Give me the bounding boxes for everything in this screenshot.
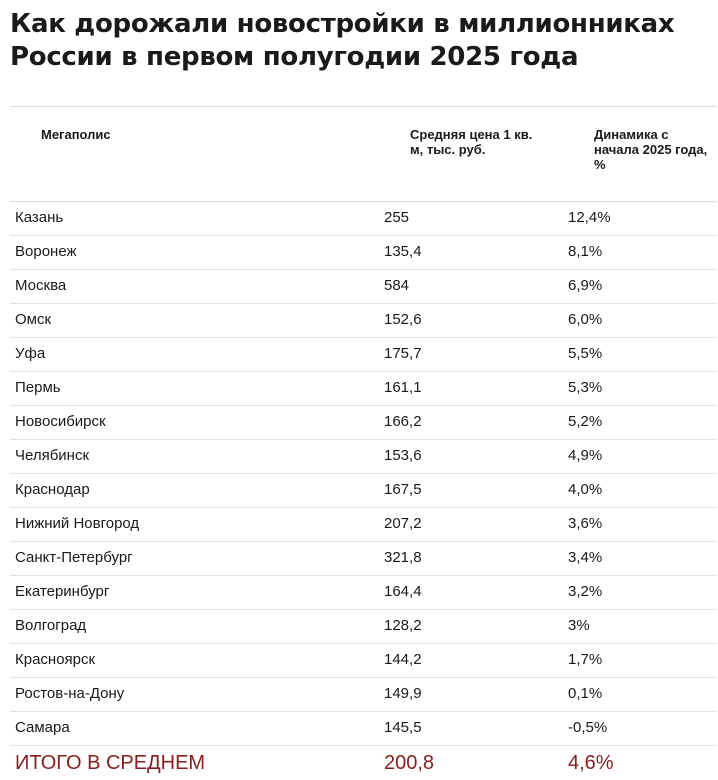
cell-city: Самара [15, 719, 70, 736]
cell-city: Краснодар [15, 481, 90, 498]
cell-price: 584 [384, 277, 410, 294]
total-price: 200,8 [384, 752, 435, 774]
cell-dynamics: 5,2% [568, 413, 603, 430]
column-header-city: Мегаполис [41, 127, 111, 142]
total-dynamics: 4,6% [568, 752, 614, 774]
total-label: ИТОГО В СРЕДНЕМ [15, 752, 206, 774]
column-header-dynamics: Динамика с начала 2025 года, % [594, 127, 708, 172]
cell-city: Казань [15, 209, 64, 226]
table-row [10, 644, 717, 678]
cell-dynamics: 3,4% [568, 549, 603, 566]
cell-dynamics: 4,9% [568, 447, 603, 464]
cell-city: Уфа [15, 345, 46, 362]
cell-city: Красноярск [15, 651, 96, 668]
cell-dynamics: 0,1% [568, 685, 603, 702]
table-row [10, 474, 717, 508]
table-row [10, 542, 717, 576]
cell-city: Пермь [15, 379, 61, 396]
table-row [10, 576, 717, 610]
cell-price: 152,6 [384, 311, 422, 328]
cell-dynamics: 12,4% [568, 209, 611, 226]
cell-price: 175,7 [384, 345, 422, 362]
cell-price: 135,4 [384, 243, 422, 260]
cell-price: 153,6 [384, 447, 422, 464]
cell-city: Омск [15, 311, 52, 328]
table-row [10, 406, 717, 440]
table-row [10, 610, 717, 644]
cell-city: Екатеринбург [15, 583, 110, 600]
cell-city: Волгоград [15, 617, 87, 634]
cell-price: 128,2 [384, 617, 422, 634]
cell-dynamics: 5,3% [568, 379, 603, 396]
table-row [10, 202, 717, 236]
cell-price: 144,2 [384, 651, 422, 668]
table-row [10, 372, 717, 406]
cell-price: 149,9 [384, 685, 422, 702]
cell-city: Москва [15, 277, 67, 294]
table-row [10, 712, 717, 746]
cell-dynamics: -0,5% [568, 719, 608, 736]
page-title: Как дорожали новостройки в миллионниках России в первом полугодии 2025 года [10, 9, 675, 72]
cell-dynamics: 5,5% [568, 345, 603, 362]
cell-price: 145,5 [384, 719, 422, 736]
cell-dynamics: 3,6% [568, 515, 603, 532]
table-row [10, 338, 717, 372]
cell-dynamics: 8,1% [568, 243, 603, 260]
table-row [10, 508, 717, 542]
column-header-price: Средняя цена 1 кв. м, тыс. руб. [410, 127, 533, 157]
table-row [10, 236, 717, 270]
table-row [10, 440, 717, 474]
cell-price: 161,1 [384, 379, 422, 396]
table-row [10, 678, 717, 712]
cell-city: Ростов-на-Дону [15, 685, 125, 702]
cell-price: 166,2 [384, 413, 422, 430]
cell-price: 167,5 [384, 481, 422, 498]
table-header [10, 107, 717, 202]
cell-dynamics: 6,0% [568, 311, 603, 328]
cell-city: Челябинск [15, 447, 90, 464]
cell-price: 255 [384, 209, 410, 226]
cell-price: 164,4 [384, 583, 422, 600]
cell-city: Санкт-Петербург [15, 549, 133, 566]
cell-dynamics: 1,7% [568, 651, 603, 668]
cell-dynamics: 3,2% [568, 583, 603, 600]
cell-city: Воронеж [15, 243, 77, 260]
price-table [10, 106, 717, 779]
cell-city: Нижний Новгород [15, 515, 140, 532]
cell-dynamics: 3% [568, 617, 590, 634]
cell-dynamics: 4,0% [568, 481, 603, 498]
table-row [10, 270, 717, 304]
cell-city: Новосибирск [15, 413, 106, 430]
cell-price: 321,8 [384, 549, 422, 566]
cell-price: 207,2 [384, 515, 422, 532]
cell-dynamics: 6,9% [568, 277, 603, 294]
table-row [10, 304, 717, 338]
